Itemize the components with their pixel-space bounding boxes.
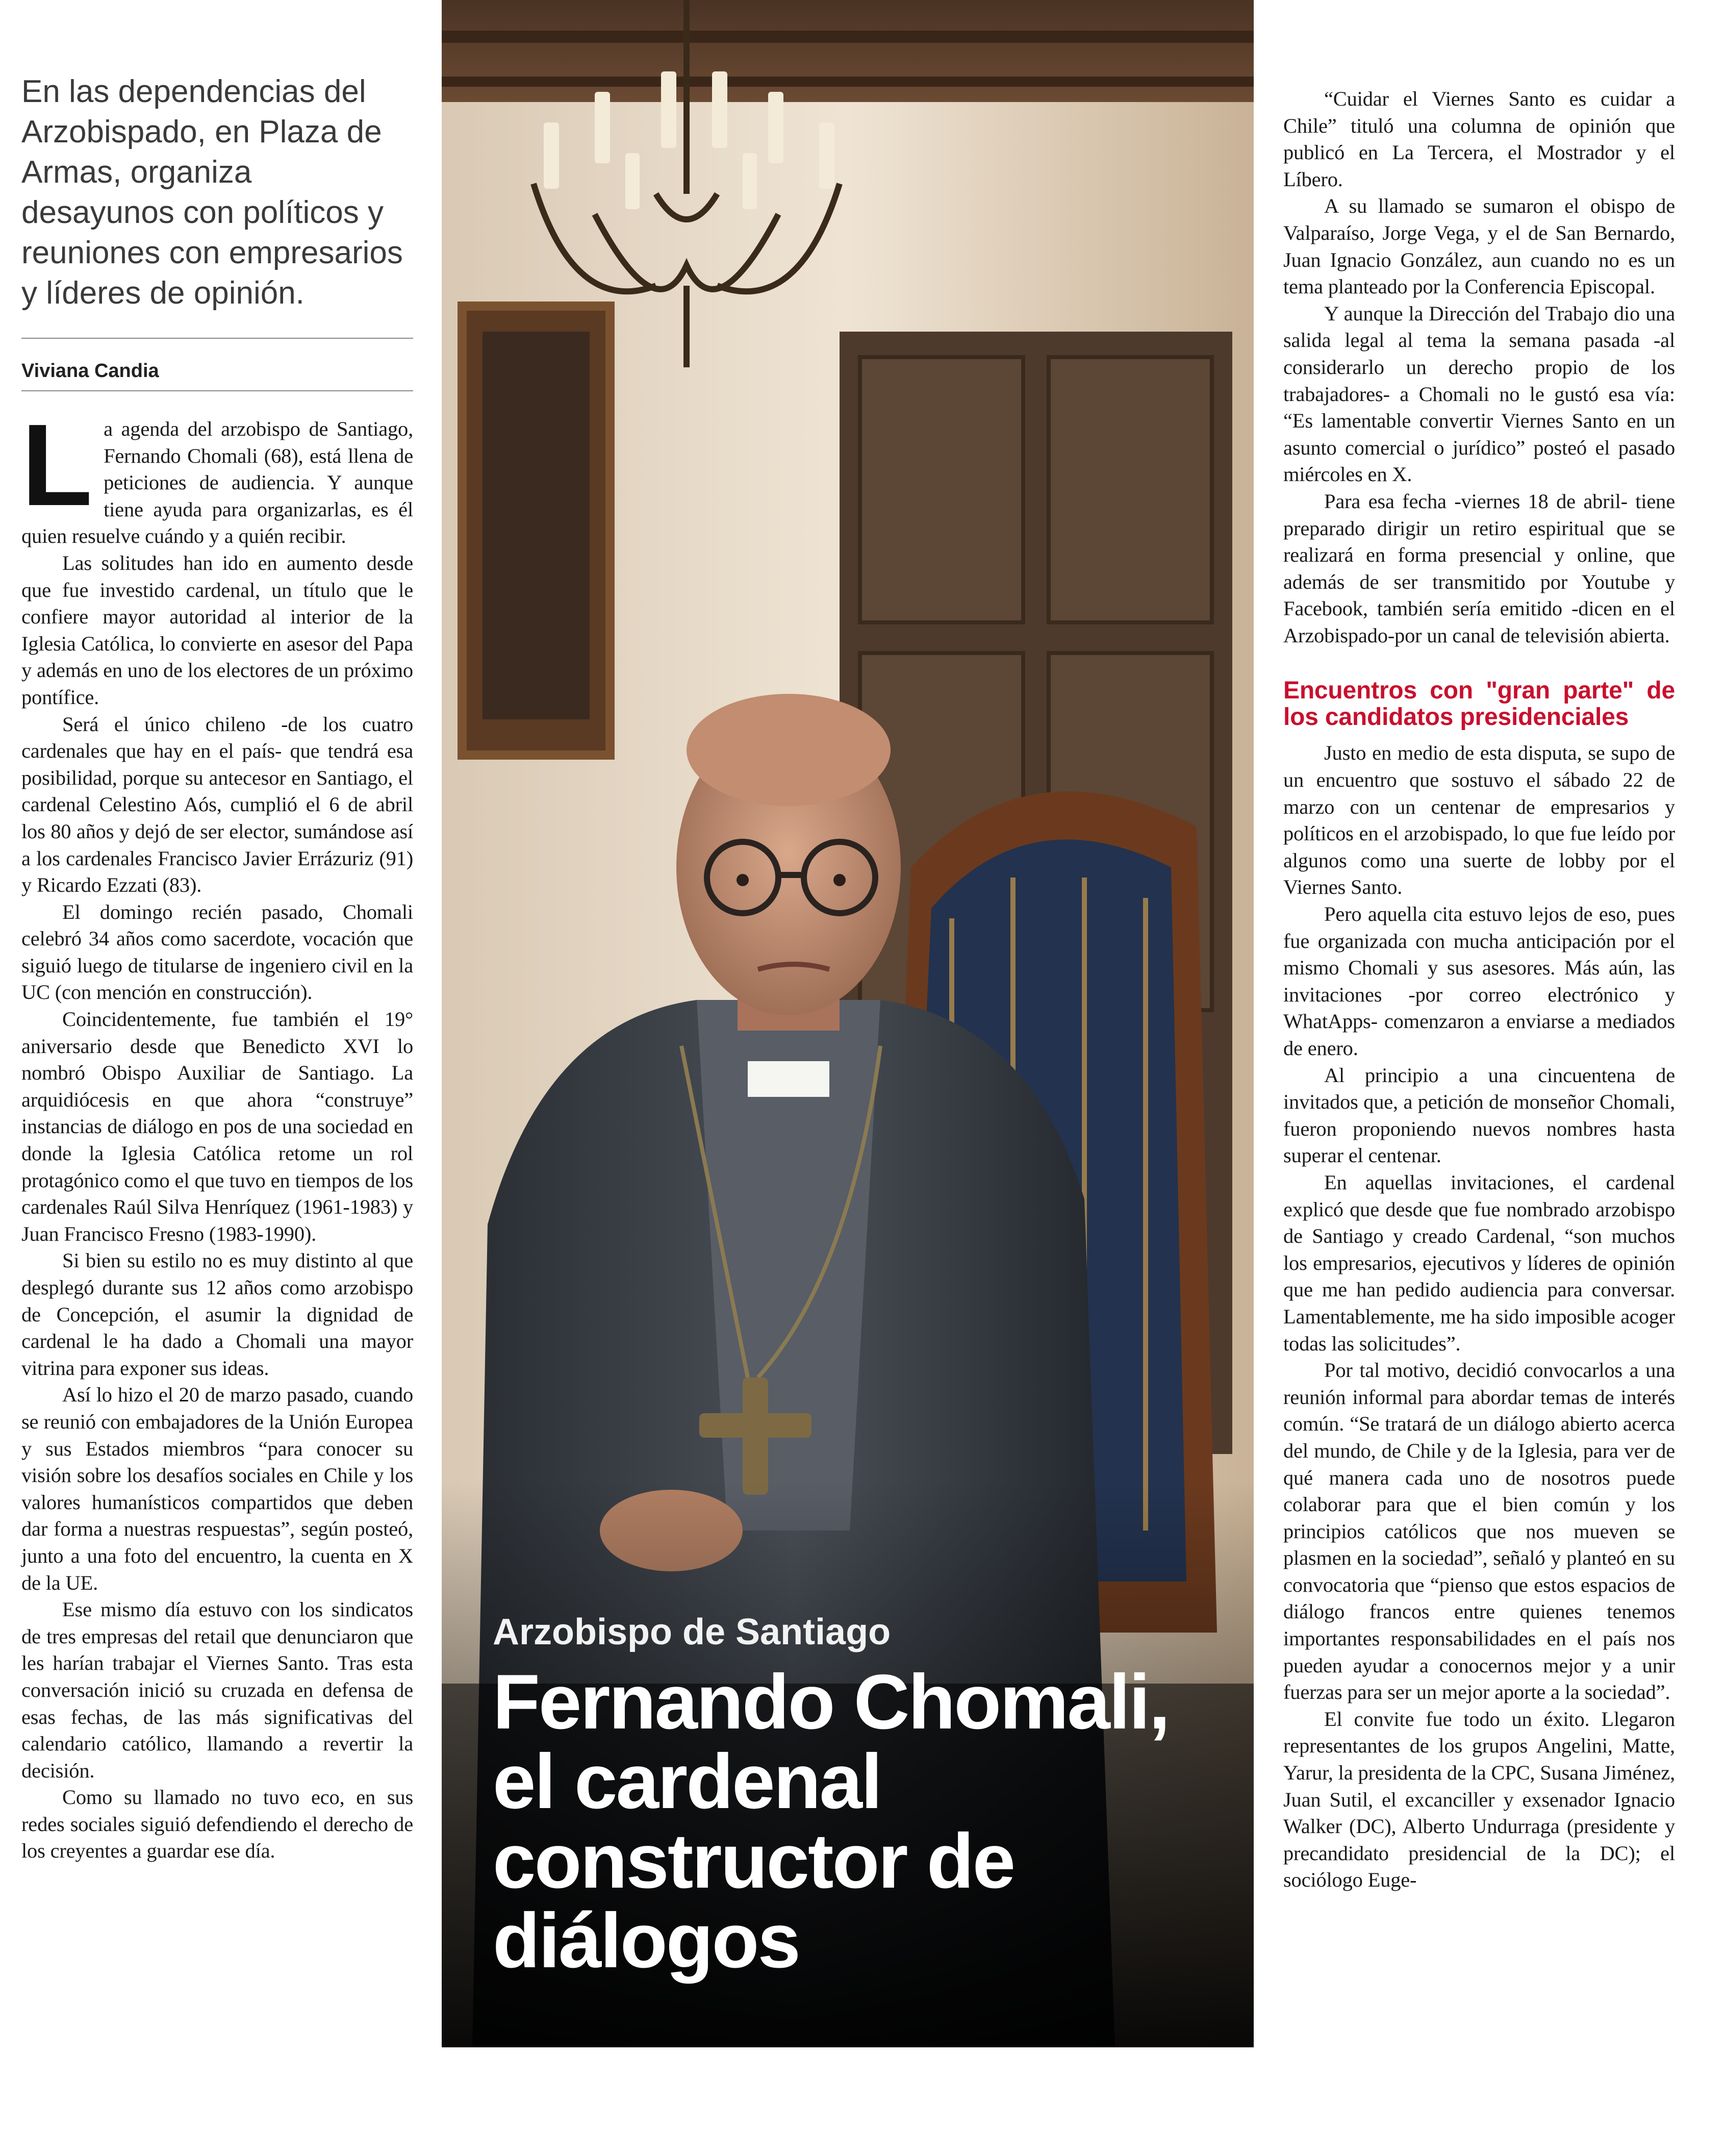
left-body-text [21,400,413,1865]
paragraph: Será el único chileno -de los cuatro cardenales que hay en el país- que tendrá esa posibilidad, porque su antecesor en Santiago, el cardenal Celestino Aós, cumplió el 6 de abril los 80 años y dejó de ser elector, sumándose así a los cardenales Francisco Javier Errázuriz (91) y Ricardo Ezzati (83). [21,712,413,897]
byline: Viviana Candia [21,360,413,391]
paragraph: A su llamado se sumaron el obispo de Valparaíso, Jorge Vega, y el de San Bernardo, Juan Ignacio González, aun cuando no es un tema planteado por la Conferencia Episcopal. [1283,194,1675,298]
headline-block [493,1611,1242,1984]
paragraph: “Cuidar el Viernes Santo es cuidar a Chile” tituló una columna de opinión que publicó en La Tercera, el Mostrador y el Líbero. [1283,87,1675,191]
paragraph: Coincidentemente, fue también el 19° aniversario desde que Benedicto XVI lo nombró Obispo Auxiliar de Santiago. La arquidiócesis en que ahora “construye” instancias de diálogo en pos de una sociedad en donde la Iglesia Católica retome un rol protagónico como el que tuvo en tiempos de los cardenales Raúl Silva Henríquez (1961-1983) y Juan Francisco Fresno (1983-1990). [21,1008,413,1245]
right-column [1283,86,1675,1894]
paragraph: Por tal motivo, decidió convocarlos a una reunión informal para abordar temas de interés común. “Se tratará de un diálogo abierto acerca del mundo, de Chile y de la Iglesia, para ver de qué manera cada uno de nosotros puede colaborar para que el bien común y los principios católicos que nos mueven se plasmen en la sociedad”, señaló y planteó en su convocatoria que “pienso que estos espacios de diálogo francos entre quienes tenemos importantes responsabilidades en el país nos pueden ayudar a conocernos mejor y a unir fuerzas para ser un mejor aporte a la sociedad”. [1283,1359,1675,1704]
paragraph [21,400,413,550]
headline-line: el cardenal [493,1738,881,1825]
portrait-photo [442,0,1254,2047]
headline-line: diálogos [493,1897,799,1984]
paragraph: Para esa fecha -viernes 18 de abril- tiene preparado dirigir un retiro espiritual que se realizará en forma presencial y online, que además de ser transmitido por Youtube y Facebook, también sería emitido -dicen en el Arzobispado-por un canal de televisión abierta. [1283,489,1675,647]
article-deck: En las dependencias del Arzobispado, en Plaza de Armas, organiza desayunos con políticos y reuniones con empresarios y líderes de opinión. [21,74,403,311]
paragraph: El domingo recién pasado, Chomali celebró 34 años como sacerdote, vocación que siguió luego de titularse de ingeniero civil en la UC (con mención en construcción). [21,900,413,1004]
left-column [21,71,413,1865]
headline-kicker: Arzobispo de Santiago [493,1612,891,1652]
paragraph: Y aunque la Dirección del Trabajo dio una salida legal al tema la semana pasada -al considerarlo un derecho propio de los trabajadores- a Chomali no le gustó esa vía: “Es lamentable convertir Viernes Santo en un asunto comercial o jurídico” posteó el pasado miércoles en X. [1283,302,1675,486]
section-subhead: Encuentros con "gran parte" de los candidatos presidenciales [1283,677,1675,731]
paragraph: El convite fue todo un éxito. Llegaron representantes de los grupos Angelini, Matte, Yarur, la presidenta de la CPC, Susana Jiménez, Juan Sutil, el excanciller y exsenador Ignacio Walker (DC), Alberto Undurraga (presidente y precandidato presidencial de la DC); el sociólogo Euge- [1283,1707,1675,1892]
deck-divider [21,338,413,339]
headline-line: constructor de [493,1818,1014,1904]
drop-cap: L [21,400,93,530]
paragraph: En aquellas invitaciones, el cardenal explicó que desde que fue nombrado arzobispo de Santiago y creado Cardenal, “son muchos los empresarios, ejecutivos y líderes de opinión que me han pedido audiencia para conversar. Lamentablemente, me ha sido imposible acoger todas las solicitudes”. [1283,1170,1675,1355]
paragraph: Si bien su estilo no es muy distinto al que desplegó durante sus 12 años como arzobispo de Concepción, el asumir la dignidad de cardenal le ha dado a Chomali una mayor vitrina para exponer sus ideas. [21,1249,413,1380]
headline [493,1659,1242,1984]
paragraph: Las solitudes han ido en aumento desde que fue investido cardenal, un título que le confiere mayor autoridad al interior de la Iglesia Católica, lo convierte en asesor del Papa y además en uno de los electores de un próximo pontífice. [21,551,413,709]
paragraph: Justo en medio de esta disputa, se supo de un encuentro que sostuvo el sábado 22 de marzo con un centenar de empresarios y políticos en el arzobispado, lo que fue leído por algunos como una suerte de lobby por el Viernes Santo. [1283,741,1675,899]
paragraph-text: a agenda del arzobispo de Santiago, Fernando Chomali (68), está llena de peticiones de audiencia. Y aunque tiene ayuda para organizarlas, es él quien resuelve cuándo y a quién recibir. [21,417,413,548]
paragraph: Al principio a una cincuentena de invitados que, a petición de monseñor Chomali, fueron proponiendo nuevos nombres hasta superar el centenar. [1283,1063,1675,1167]
paragraph: Ese mismo día estuvo con los sindicatos de tres empresas del retail que denunciaron que les harían trabajar el Viernes Santo. Tras esta conversación inició su cruzada en defensa de esas fechas, de las más significativas del calendario católico, llamando a revertir la decisión. [21,1598,413,1782]
headline-line: Fernando Chomali, [493,1659,1169,1745]
paragraph: Pero aquella cita estuvo lejos de eso, pues fue organizada con mucha anticipación por el mismo Chomali y sus asesores. Más aún, las invitaciones -por correo electrónico y WhatApps- comenzaron a enviarse a mediados de enero. [1283,902,1675,1060]
paragraph: Como su llamado no tuvo eco, en sus redes sociales siguió defendiendo el derecho de los creyentes a guardar ese día. [21,1786,413,1863]
paragraph: Así lo hizo el 20 de marzo pasado, cuando se reunió con embajadores de la Unión Europea y sus Estados miembros “para conocer su visión sobre los desafíos sociales en Chile y los valores humanísticos compartidos que deben dar forma a nuestras respuestas”, según posteó, junto a una foto del encuentro, la cuenta en X de la UE. [21,1383,413,1594]
